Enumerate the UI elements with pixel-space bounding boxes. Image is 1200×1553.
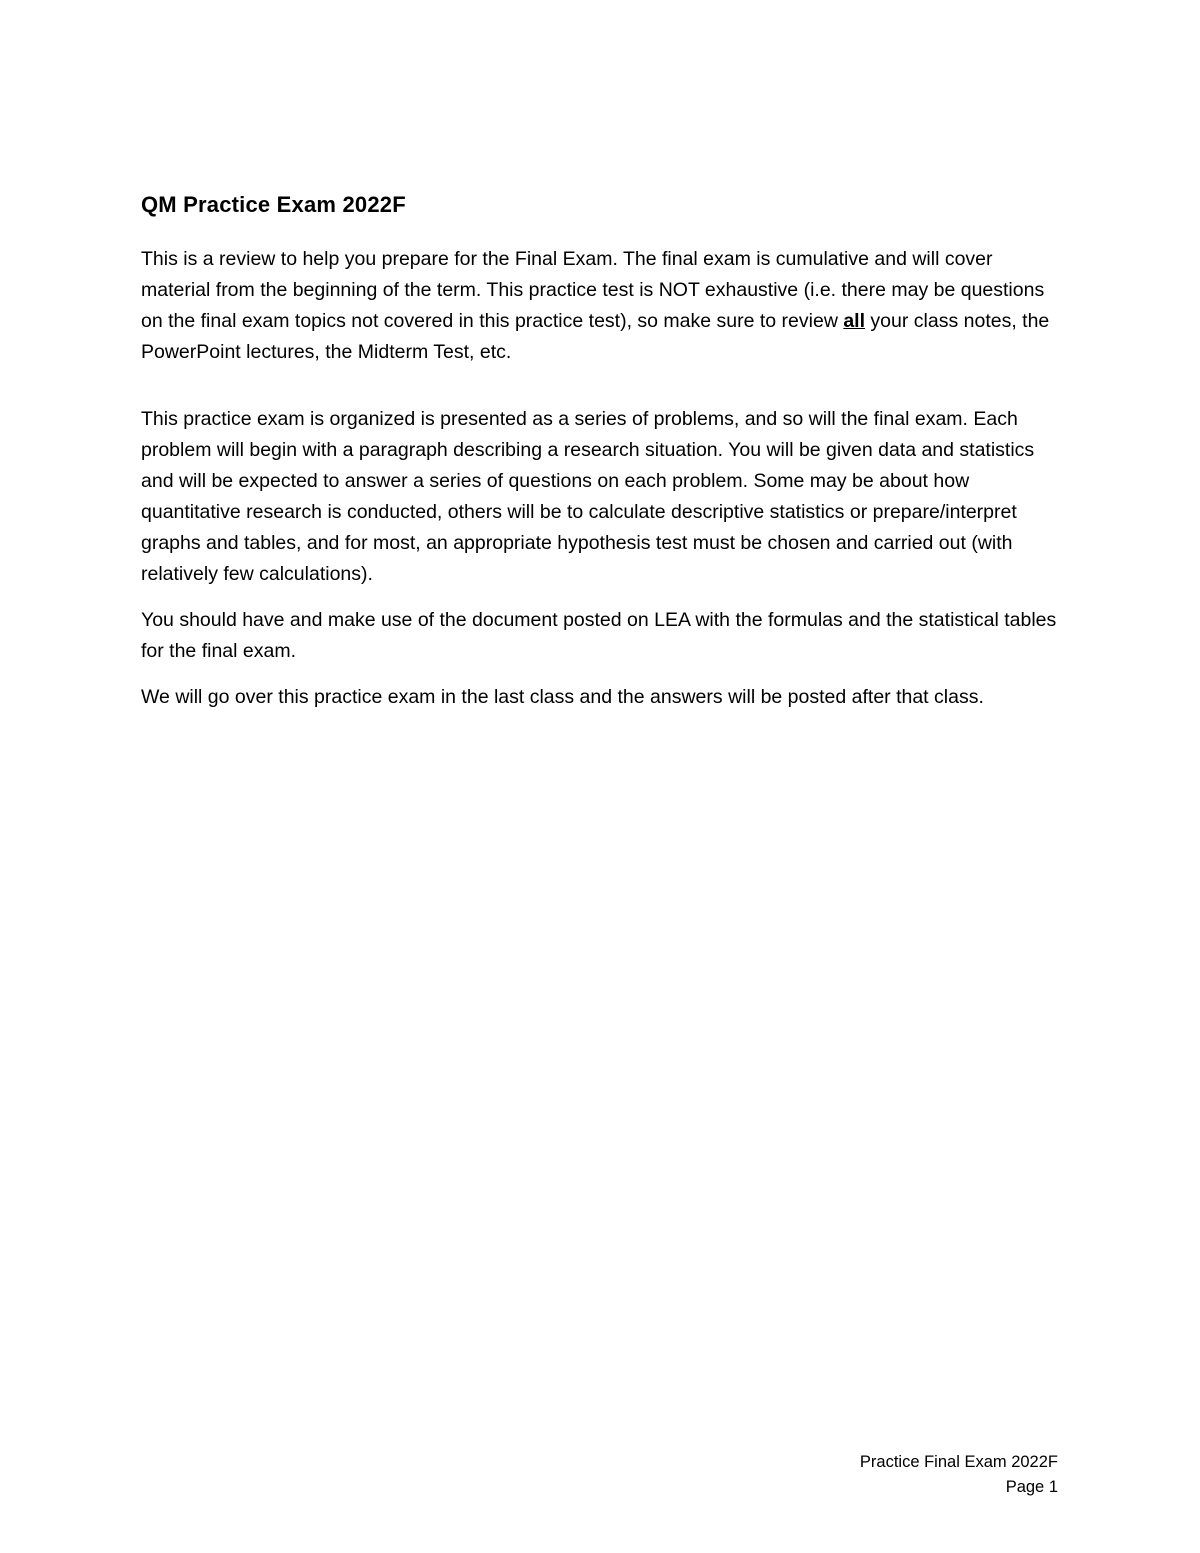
intro-text-before: This is a review to help you prepare for the Final Exam. The final exam is cumulative and will cover material from the beginning of the term. This practice test is NOT exhaustive (i.e. there may be questions on the final exam topics not covered in this practice test), so make sure to review <box>141 248 1045 332</box>
intro-paragraph <box>141 244 1066 368</box>
paragraph-review: We will go over this practice exam in the last class and the answers will be posted after that class. <box>141 686 984 708</box>
page-number: Page 1 <box>1005 1478 1058 1496</box>
paragraph-formulas: You should have and make use of the document posted on LEA with the formulas and the statistical tables for the final exam. <box>141 609 1057 662</box>
intro-text-after: your class notes, the PowerPoint lectures, the Midterm Test, etc. <box>141 310 1050 363</box>
document-body <box>141 190 1066 728</box>
document-title: QM Practice Exam 2022F <box>141 192 406 217</box>
intro-emphasis: all <box>843 310 866 332</box>
page-footer <box>860 1450 1058 1500</box>
footer-title: Practice Final Exam 2022F <box>859 1453 1058 1471</box>
paragraph-format: This practice exam is organized is presented as a series of problems, and so will the final exam. Each problem will begin with a paragraph describing a research situation. You will be given data and statistics and will be expected to answer a series of questions on each problem. Some may be about how quantitative research is conducted, others will be to calculate descriptive statistics or prepare/interpret graphs and tables, and for most, an appropriate hypothesis test must be chosen and carried out (with relatively few calculations). <box>141 408 1035 585</box>
